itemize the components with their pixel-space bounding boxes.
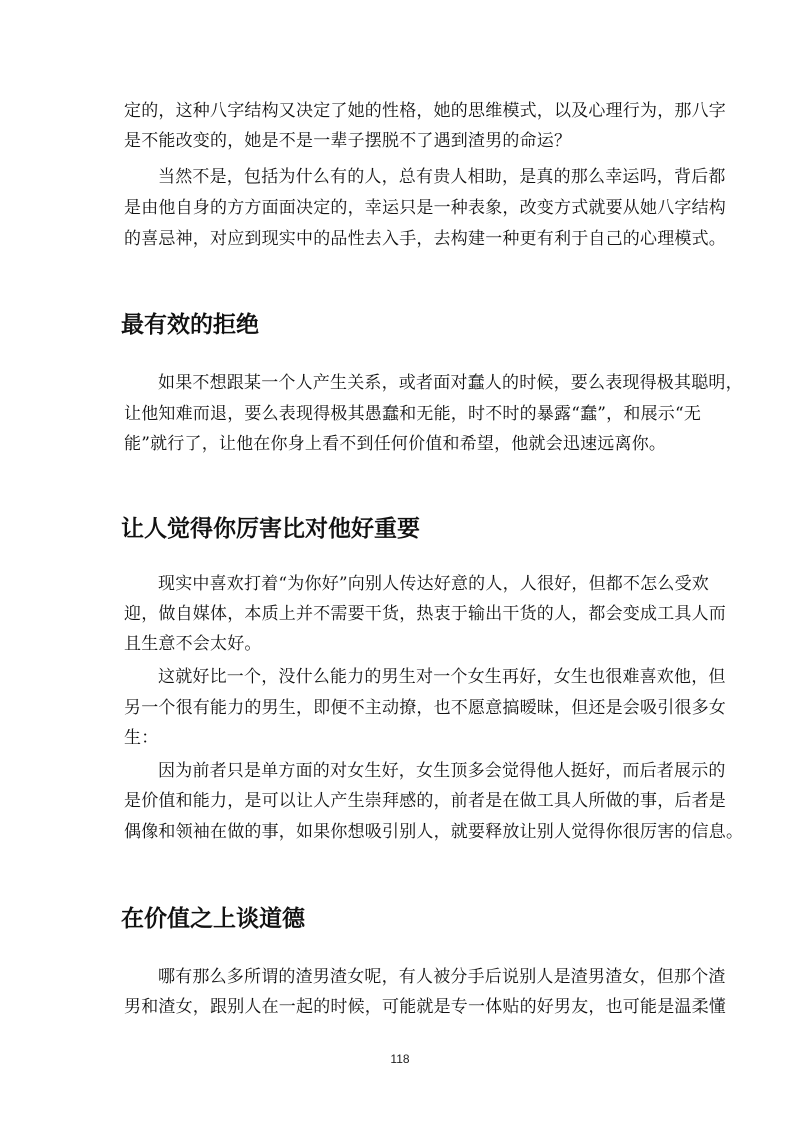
body-text-line: 让他知难而退，要么表现得极其愚蠢和无能，时不时的暴露“蠢”，和展示“无 [124,404,702,424]
body-text-line: 当然不是，包括为什么有的人，总有贵人相助，是真的那么幸运吗，背后都 [158,167,726,187]
body-text-line: 偶像和领袖在做的事，如果你想吸引别人，就要释放让别人觉得你很厉害的信息。 [124,822,744,842]
body-text-line: 另一个很有能力的男生，即便不主动撩，也不愿意搞暧昧，但还是会吸引很多女 [124,698,726,718]
body-text-line: 哪有那么多所谓的渣男渣女呢，有人被分手后说别人是渣男渣女，但那个渣 [158,967,726,987]
body-text-line: 是由他自身的方方面面决定的，幸运只是一种表象，改变方式就要从她八字结构 [124,198,726,218]
section-heading: 在价值之上谈道德 [121,906,305,932]
section-heading: 最有效的拒绝 [121,312,259,338]
body-text-line: 因为前者只是单方面的对女生好，女生顶多会觉得他人挺好，而后者展示的 [158,761,726,781]
body-text-line: 这就好比一个，没什么能力的男生对一个女生再好，女生也很难喜欢他，但 [158,667,726,687]
body-text-line: 男和渣女，跟别人在一起的时候，可能就是专一体贴的好男友，也可能是温柔懂 [124,997,726,1017]
body-text-line: 能”就行了，让他在你身上看不到任何价值和希望，他就会迅速远离你。 [124,434,667,454]
body-text-line: 如果不想跟某一个人产生关系，或者面对蠢人的时候，要么表现得极其聪明， [158,373,743,393]
body-text-line: 定的，这种八字结构又决定了她的性格，她的思维模式，以及心理行为，那八字 [124,101,726,121]
section-heading: 让人觉得你厉害比对他好重要 [121,516,420,542]
body-text-line: 迎，做自媒体，本质上并不需要干货，热衷于输出干货的人，都会变成工具人而 [124,604,726,624]
page-number: 118 [390,1052,410,1066]
body-text-line: 且生意不会太好。 [124,634,262,654]
body-text-line: 是价值和能力，是可以让人产生崇拜感的，前者是在做工具人所做的事，后者是 [124,791,726,811]
body-text-line: 现实中喜欢打着“为你好”向别人传达好意的人，人很好，但都不怎么受欢 [158,574,709,594]
body-text-line: 的喜忌神，对应到现实中的品性去入手，去构建一种更有利于自己的心理模式。 [124,229,726,249]
body-text-line: 是不能改变的，她是不是一辈子摆脱不了遇到渣男的命运？ [124,131,572,151]
body-text-line: 生： [124,728,159,748]
